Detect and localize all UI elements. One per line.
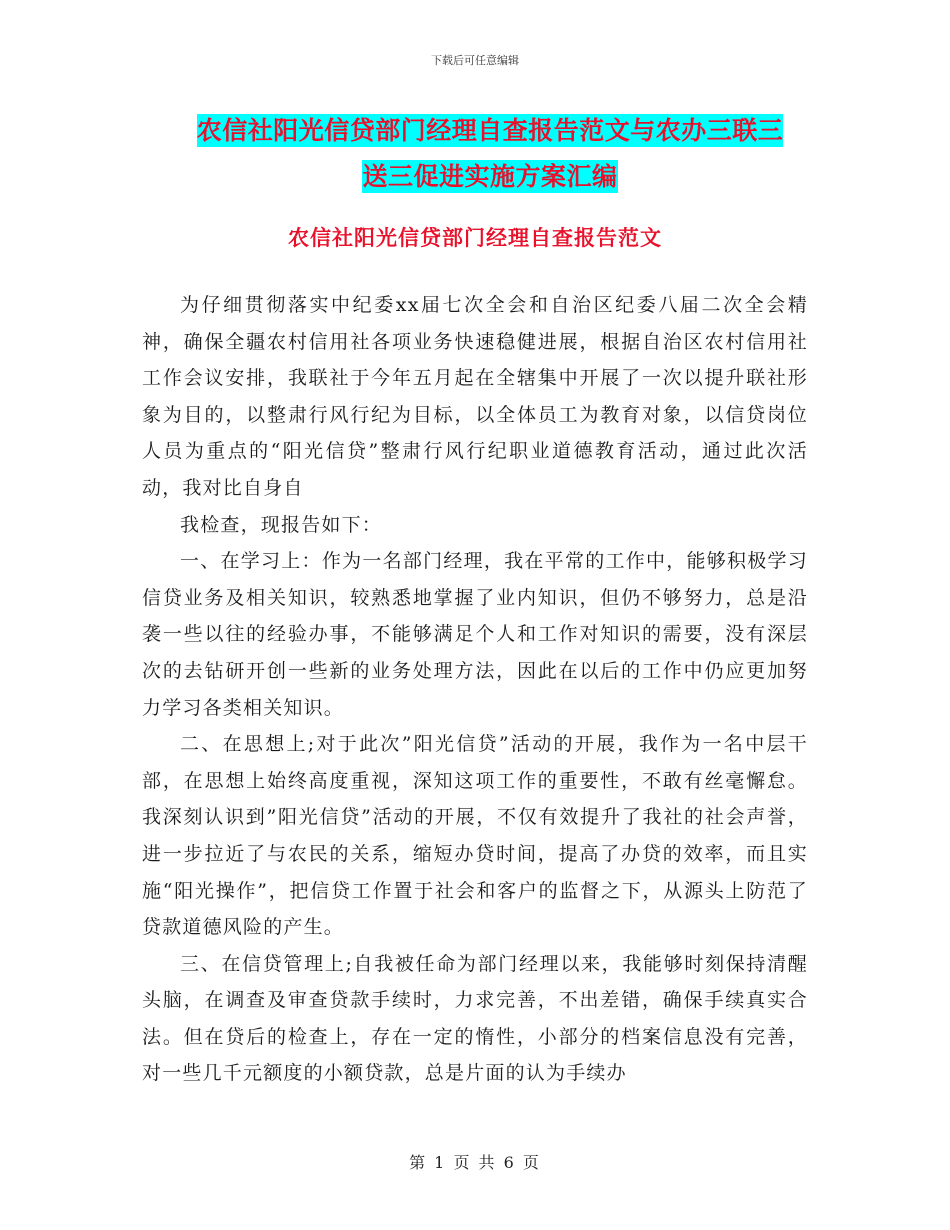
paragraph: 二、在思想上;对于此次”阳光信贷”活动的开展，我作为一名中层干部，在思想上始终高度重视，深知这项工作的重要性，不敢有丝毫懈怠。我深刻认识到”阳光信贷”活动的开展，不仅有效提升了我社的社会声誉，进一步拉近了与农民的关系，缩短办贷时间，提高了办贷的效率，而且实施“阳光操作”，把信贷工作置于社会和客户的监督之下，从源头上防范了贷款道德风险的产生。	[142, 733, 808, 939]
header-note: 下载后可任意编辑	[431, 54, 519, 67]
page-number-footer: 第 1 页 共 6 页	[409, 1153, 541, 1172]
paragraph: 三、在信贷管理上;自我被任命为部门经理以来，我能够时刻保持清醒头脑，在调查及审查贷款手续时，力求完善，不出差错，确保手续真实合法。但在贷后的检查上，存在一定的惰性，小部分的档案信息没有完善，对一些几千元额度的小额贷款，总是片面的认为手续办	[142, 952, 808, 1085]
document-title-line-1: 农信社阳光信贷部门经理自查报告范文与农办三联三	[196, 116, 784, 145]
document-body	[142, 287, 808, 1092]
section-title: 农信社阳光信贷部门经理自查报告范文	[288, 226, 662, 250]
paragraph: 我检查，现报告如下：	[180, 513, 383, 536]
paragraph: 一、在学习上：作为一名部门经理，我在平常的工作中，能够积极学习信贷业务及相关知识，较熟悉地掌握了业内知识，但仍不够努力，总是沿袭一些以往的经验办事，不能够满足个人和工作对知识的需要，没有深层次的去钻研开创一些新的业务处理方法，因此在以后的工作中仍应更加努力学习各类相关知识。	[142, 550, 808, 719]
document-title-line-2: 送三促进实施方案汇编	[362, 162, 618, 191]
paragraph: 为仔细贯彻落实中纪委xx届七次全会和自治区纪委八届二次全会精神，确保全疆农村信用社各项业务快速稳健进展，根据自治区农村信用社工作会议安排，我联社于今年五月起在全辖集中开展了一次以提升联社形象为目的，以整肃行风行纪为目标，以全体员工为教育对象，以信贷岗位人员为重点的“阳光信贷”整肃行风行纪职业道德教育活动，通过此次活动，我对比自身自	[142, 294, 808, 499]
document-title	[140, 108, 840, 200]
